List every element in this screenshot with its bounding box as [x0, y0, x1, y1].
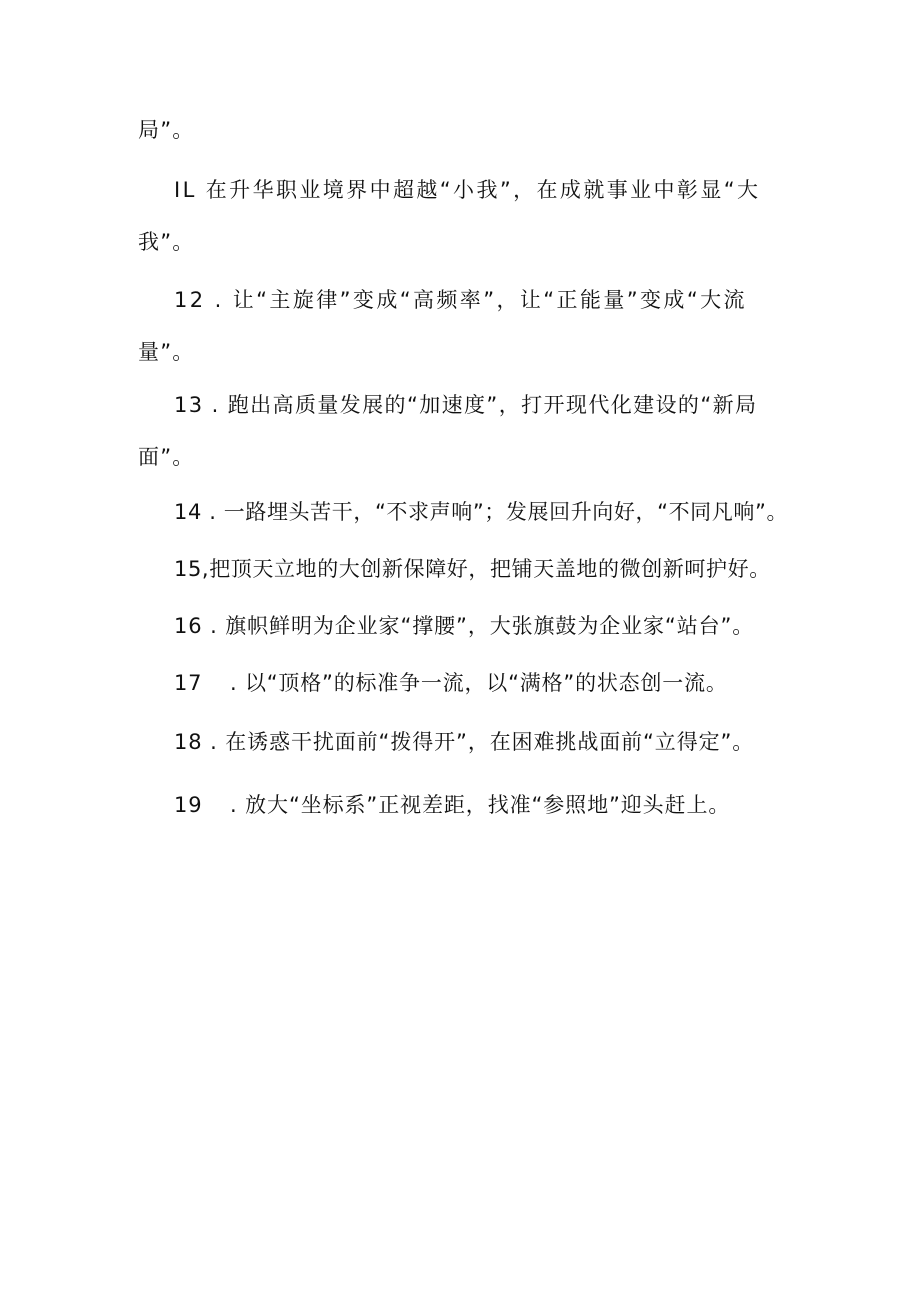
list-item-17	[174, 669, 728, 697]
item-number: 14	[174, 500, 202, 524]
item-number: 12	[174, 288, 206, 312]
item-text: . 跑出高质量发展的“加速度”，打开现代化建设的“新局	[203, 393, 758, 417]
text-line	[138, 116, 194, 144]
text-line	[138, 338, 194, 366]
item-text: . 让“主旋律”变成“高频率”，让“正能量”变成“大流	[205, 288, 747, 312]
list-item-11	[174, 176, 760, 204]
line-text: 我”。	[138, 230, 195, 254]
item-text: . 在诱惑干扰面前“拨得开”，在困难挑战面前“立得定”。	[202, 730, 755, 754]
item-number: 19	[174, 793, 203, 817]
item-text: . 以“顶格”的标准争一流，以“满格”的状态创一流。	[230, 671, 728, 695]
line-text: 面”。	[138, 445, 195, 469]
item-number: IL	[174, 178, 197, 202]
item-text: . 旗帜鲜明为企业家“撑腰”，大张旗鼓为企业家“站台”。	[202, 614, 755, 638]
item-number: 18	[174, 730, 203, 754]
item-text: . 放大“坐标系”正视差距，找准“参照地”迎头赶上。	[230, 793, 731, 817]
item-text: . 一路埋头苦干，“不求声响”；发展回升向好，“不同凡响”。	[201, 500, 789, 524]
item-number: 16	[174, 614, 203, 638]
item-text: 在升华职业境界中超越“小我”，在成就事业中彰显“大	[196, 178, 761, 202]
list-item-12	[174, 286, 747, 314]
list-item-14	[174, 498, 788, 526]
list-item-18	[174, 728, 754, 756]
list-item-15	[174, 555, 771, 583]
list-item-16	[174, 612, 754, 640]
line-text: 量”。	[138, 340, 195, 364]
item-number: 13	[174, 393, 204, 417]
item-number: 17	[174, 671, 203, 695]
line-text: 局”。	[138, 118, 195, 142]
text-line	[138, 228, 194, 256]
item-text: 把顶天立地的大创新保障好，把铺天盖地的微创新呵护好。	[209, 557, 771, 581]
list-item-19	[174, 791, 730, 819]
item-number: 15,	[174, 557, 210, 581]
text-line	[138, 443, 194, 471]
list-item-13	[174, 391, 757, 419]
